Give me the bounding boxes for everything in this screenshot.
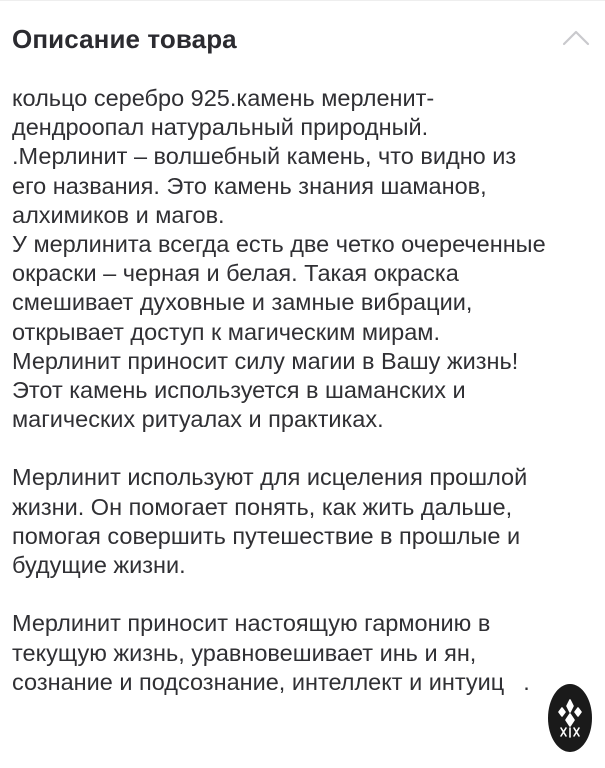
collapse-button[interactable] [556, 22, 596, 54]
description-line: жизни. Он помогает понять, как жить дальше, [12, 493, 513, 520]
logo-badge[interactable] [548, 684, 592, 752]
description-line-tail: . [523, 668, 530, 695]
section-title: Описание товара [12, 24, 237, 54]
description-line: кольцо серебро 925.камень мерленит- [12, 85, 435, 111]
description-line: открывает доступ к магическим мирам. [12, 318, 440, 345]
description-line: Мерлинит используют для исцеления прошлой [12, 464, 528, 491]
description-line-text: сознание и подсознание, интеллект и интуиц [12, 668, 505, 695]
chevron-up-icon [556, 22, 596, 54]
description-line: Мерлинит приносит силу магии в Вашу жизнь! [12, 347, 519, 374]
description-line: будущие жизни. [12, 552, 186, 578]
description-line: Мерлинит приносит настоящую гармонию в [12, 610, 491, 637]
description-line: Этот камень используется в шаманских и [12, 376, 466, 403]
product-description [12, 84, 602, 697]
paragraph-gap [12, 434, 602, 463]
description-line: алхимиков и магов. [12, 201, 225, 228]
logo-badge-icon [548, 684, 592, 752]
description-line: его названия. Это камень знания шаманов, [12, 172, 487, 199]
description-line: дендроопал натуральный природный. [12, 114, 429, 141]
description-line: смешивает духовные и замные вибрации, [12, 289, 473, 316]
paragraph-gap [12, 580, 602, 609]
description-line [12, 668, 602, 697]
description-line: У мерлинита всегда есть две четко очереченные [12, 230, 546, 257]
description-line: окраски – черная и белая. Такая окраска [12, 260, 459, 287]
section-header[interactable] [0, 0, 605, 84]
description-line: текущую жизнь, уравновешивает инь и ян, [12, 639, 477, 666]
description-line: .Мерлинит – волшебный камень, что видно из [12, 143, 517, 170]
description-line: помогая совершить путешествие в прошлые и [12, 522, 521, 549]
description-line: магических ритуалах и практиках. [12, 406, 384, 433]
